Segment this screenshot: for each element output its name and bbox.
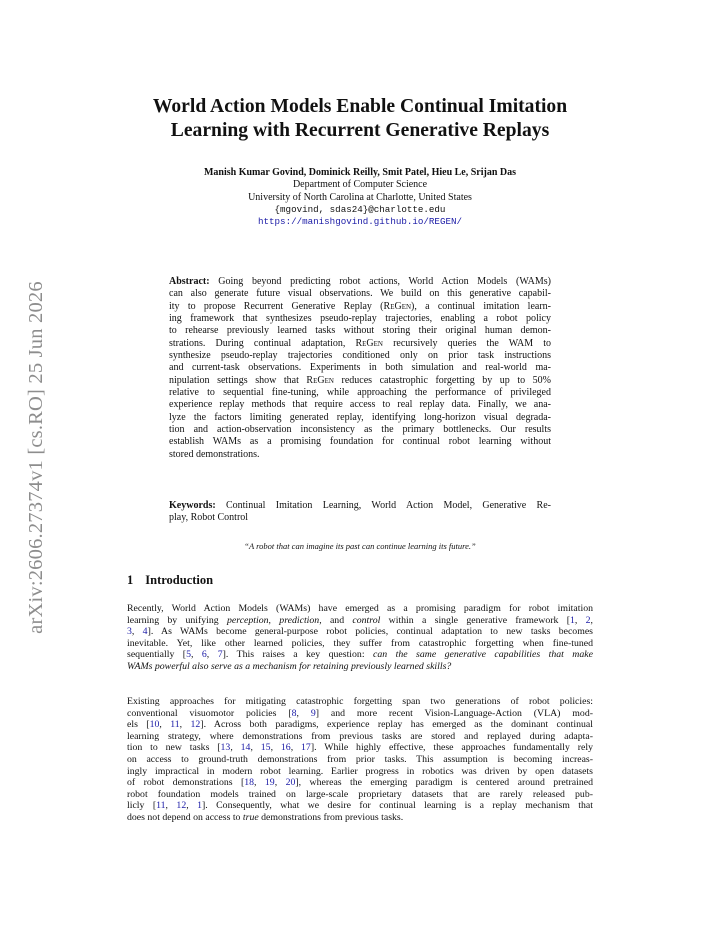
abstract-line: synthesize pseudo-replay trajectories conditioned only on prior task instructions (169, 350, 551, 362)
paragraph-line: learning by unifying perception, prediction, and control within a single generative framework [1, 2, (127, 614, 593, 626)
title-line-2: Learning with Recurrent Generative Replays (170, 120, 550, 141)
keywords (169, 500, 551, 525)
paragraph-line: of robot demonstrations [18, 19, 20], whereas the emerging paradigm is centered around pretrained (127, 777, 593, 789)
abstract-line: to rehearse previously learned tasks without storing their original human demon- (169, 325, 551, 337)
epigraph-quote: “A robot that can imagine its past can continue learning its future.” (244, 541, 476, 551)
intro-paragraph-2 (127, 696, 593, 824)
keywords-line: play, Robot Control (169, 512, 249, 524)
arxiv-stamp (16, 262, 56, 652)
paragraph-line: on access to ground-truth demonstrations from prior tasks. This assumption is becoming increas- (127, 753, 593, 765)
abstract-line: relative to sequential fine-tuning, while approaching the performance of privileged (169, 387, 551, 399)
abstract-line: experience replay methods that require access to real replay data. Finally, we ana- (169, 399, 551, 411)
abstract-line: strations. During continual adaptation, ReGen recursively queries the WAM to (169, 337, 552, 349)
abstract-line: stored demonstrations. (169, 448, 260, 460)
keywords-line: Keywords: Continual Imitation Learning, World Action Model, Generative Re- (169, 500, 551, 511)
abstract-line: tion and action-observation inconsistency as the primary bottlenecks. Our results (169, 424, 551, 436)
paragraph-line: els [10, 11, 12]. Across both paradigms, experience replay has emerged as the dominant continual (127, 719, 593, 731)
author-block (100, 167, 620, 228)
paragraph-line: conventional visuomotor policies [8, 9] and more recent Vision-Language-Action (VLA) mod- (127, 707, 593, 719)
keywords-label: Keywords: (169, 500, 216, 511)
paragraph-line: WAMs powerful also serve as a mechanism for retaining previously learned skills? (127, 660, 452, 672)
university: University of North Carolina at Charlotte, United States (248, 191, 472, 203)
paragraph-line: does not depend on access to true demonstrations from previous tasks. (127, 811, 404, 823)
paragraph-line: 3, 4]. As WAMs become general-purpose robot policies, continual adaptation to new tasks becomes (127, 626, 593, 638)
department: Department of Computer Science (292, 179, 428, 191)
author-email: {mgovind, sdas24}@charlotte.edu (274, 203, 446, 215)
abstract-line: and current-task observations. Experiments in both simulation and real-world ma- (169, 362, 551, 374)
project-url-link[interactable]: https://manishgovind.github.io/REGEN/ (258, 216, 462, 228)
paragraph-line: learning strategy, where demonstrations from previous tasks are stored and replayed during adapta- (127, 730, 593, 742)
abstract-line: lyze the factors limiting generated replay, identifying long-horizon visual degrada- (169, 411, 551, 423)
section-heading (127, 573, 213, 588)
paragraph-line: sequentially [5, 6, 7]. This raises a key question: can the same generative capabilities that make (127, 649, 593, 661)
paragraph-line: robot foundation models trained on large-scale proprietary datasets that are rarely released pub- (127, 788, 593, 800)
arxiv-identifier: arXiv:2606.27374v1 [cs.RO] 25 Jun 2026 (24, 280, 47, 634)
author-list: Manish Kumar Govind, Dominick Reilly, Smit Patel, Hieu Le, Srijan Das (203, 167, 517, 178)
abstract-line: ing framework that synthesizes pseudo-replay trajectories, enabling a robot policy (169, 313, 551, 325)
section-title: Introduction (145, 573, 214, 587)
abstract-line: establish WAMs as a promising foundation for continual robot learning without (169, 436, 551, 448)
abstract-line: ity to propose Recurrent Generative Replay (ReGen), a continual imitation learn- (169, 300, 552, 312)
paragraph-line: ingly impractical in modern robot learning. Earlier progress in robotics was driven by open datasets (127, 765, 593, 777)
paragraph-line: Recently, World Action Models (WAMs) have emerged as a promising paradigm for robot imitation (127, 603, 593, 614)
abstract-line: can also generate future visual observations. We build on this generative capabil- (169, 288, 551, 300)
paper-title (100, 95, 620, 143)
abstract-line: Abstract: Going beyond predicting robot actions, World Action Models (WAMs) (169, 276, 552, 287)
abstract (169, 276, 551, 461)
abstract-label: Abstract: (169, 276, 210, 287)
intro-paragraph-1 (127, 603, 593, 673)
paragraph-line: tion to new tasks [13, 14, 15, 16, 17]. While highly effective, these approaches fundamentally rely (127, 742, 593, 754)
paragraph-line: Existing approaches for mitigating catastrophic forgetting span two generations of robot policies: (127, 696, 593, 707)
title-line-1: World Action Models Enable Continual Imitation (152, 96, 568, 117)
paragraph-line: licly [11, 12, 1]. Consequently, what we desire for continual learning is a replay mechanism that (127, 800, 593, 812)
section-number: 1 (127, 573, 134, 587)
paragraph-line: inevitable. Yet, like other learned policies, they suffer from catastrophic forgetting when fine-tuned (127, 637, 593, 649)
abstract-line: nipulation settings show that ReGen reduces catastrophic forgetting by up to 50% (169, 374, 552, 386)
